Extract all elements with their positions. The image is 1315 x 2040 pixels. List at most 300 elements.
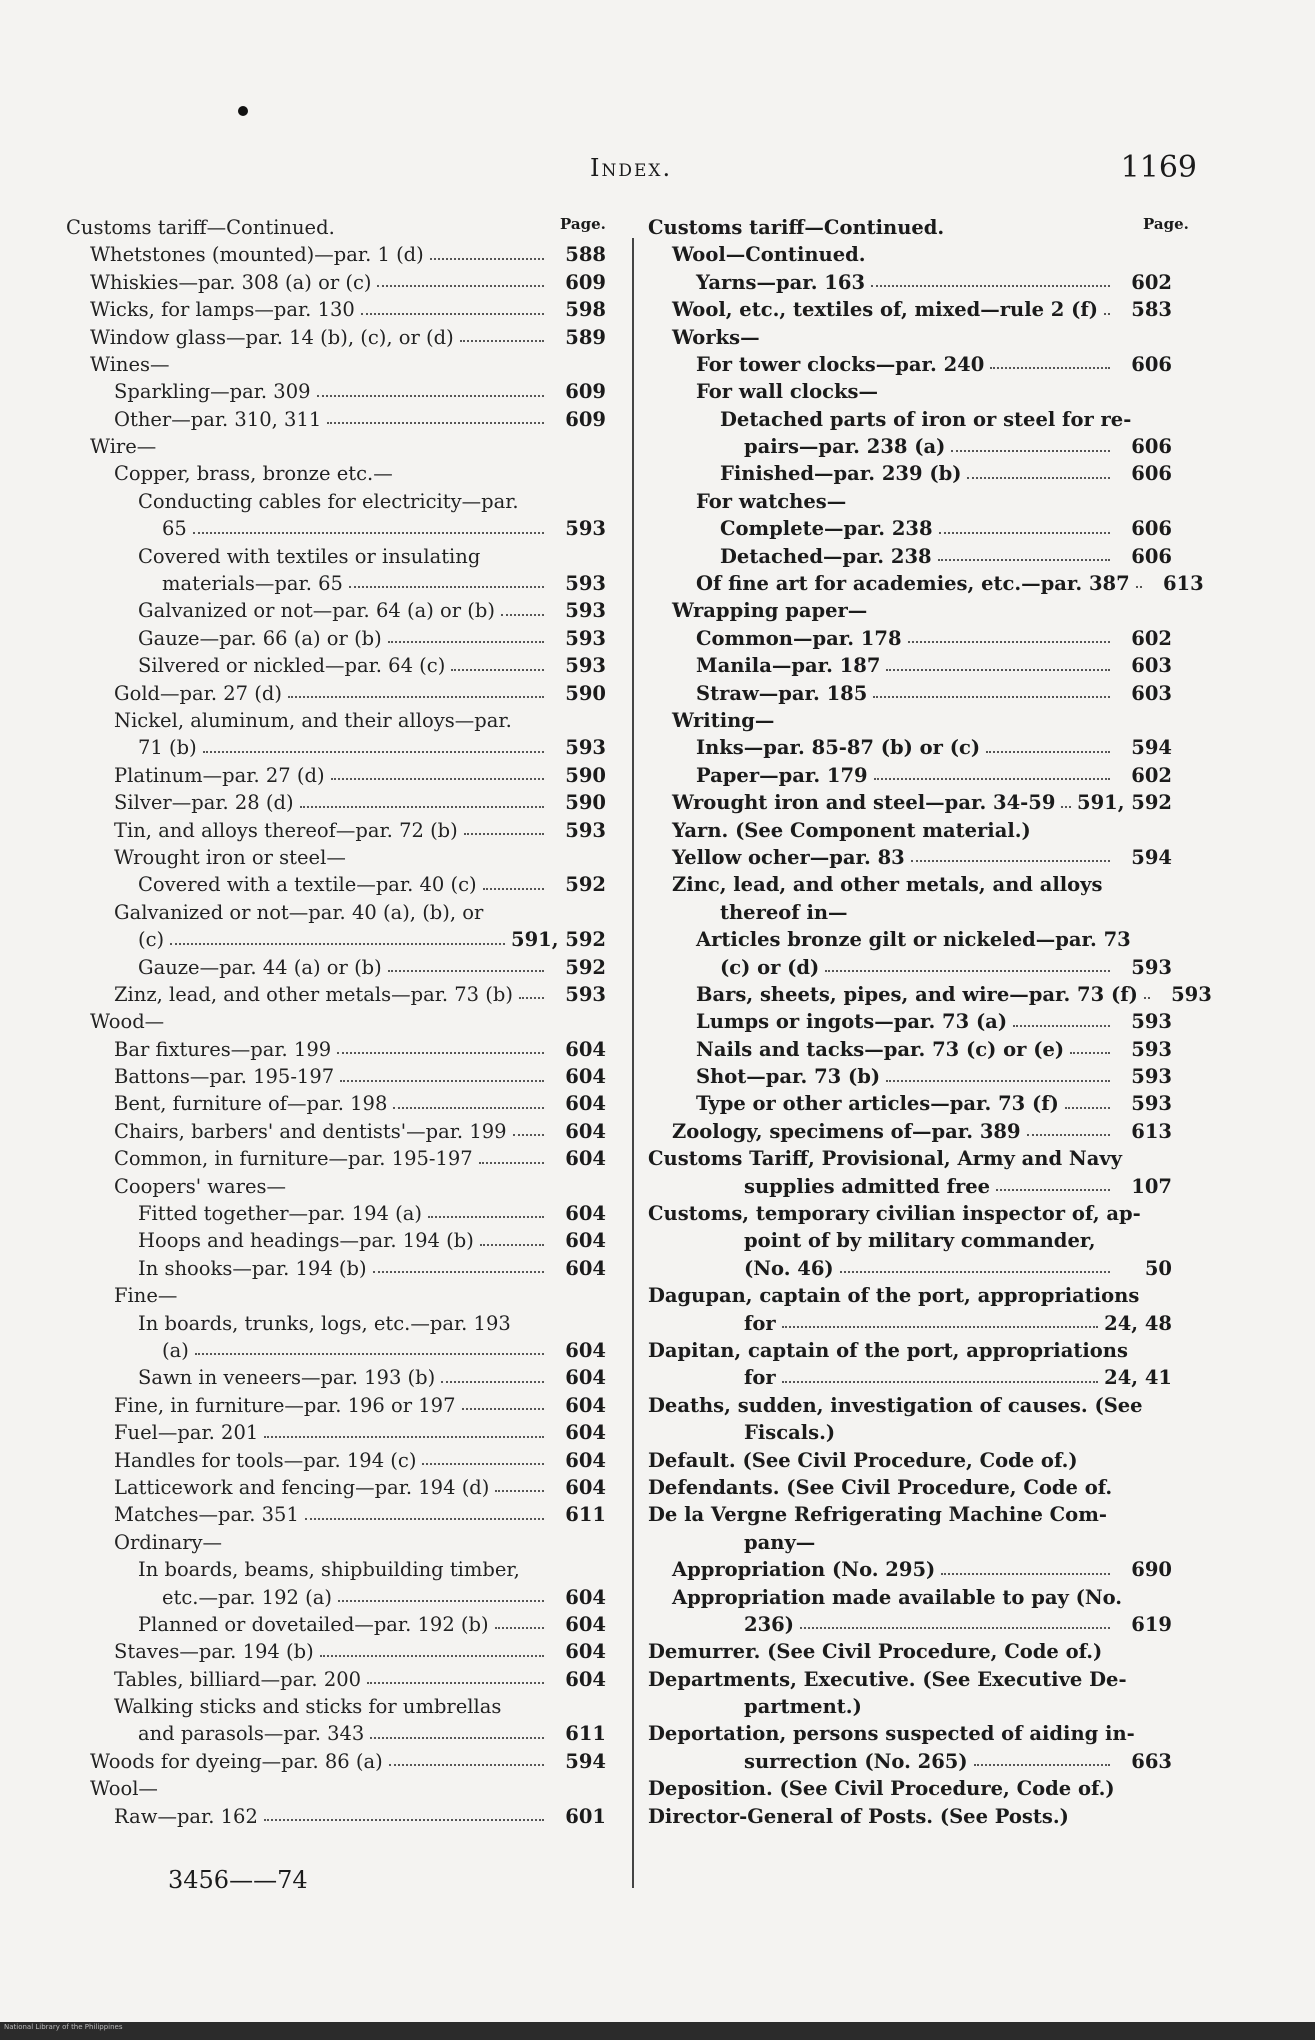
entry-text: thereof in— [720, 900, 848, 924]
index-entry [648, 1527, 1172, 1554]
entry-page: 604 [565, 1119, 606, 1143]
dot-leader [430, 258, 544, 260]
entry-page: 690 [1131, 1558, 1172, 1582]
entry-text: Ordinary— [114, 1530, 223, 1554]
running-head: Index. [590, 154, 673, 182]
entry-page: 593 [565, 626, 606, 650]
dot-leader [1104, 313, 1110, 315]
index-entry [66, 924, 606, 951]
entry-text: Articles bronze gilt or nickeled—par. 73 [696, 928, 1131, 952]
dot-leader [331, 778, 544, 780]
entry-text: (c) or (d) [720, 955, 820, 979]
scan-strip [0, 2022, 1315, 2040]
dot-leader [337, 1052, 544, 1054]
entry-text: Staves—par. 194 (b) [114, 1640, 314, 1664]
index-entry [648, 1801, 1172, 1828]
entry-text: Customs tariff—Continued. [648, 215, 945, 239]
entry-text: for [744, 1311, 776, 1335]
index-entry [648, 349, 1172, 376]
dot-leader [460, 340, 544, 342]
entry-page: 593 [565, 654, 606, 678]
entry-text: Wines— [90, 352, 170, 376]
index-entry [648, 1253, 1172, 1280]
index-entry [648, 815, 1172, 842]
entry-text: pairs—par. 238 (a) [744, 435, 946, 459]
entry-text: Zoology, specimens of—par. 389 [672, 1119, 1021, 1143]
index-entry [66, 979, 606, 1006]
entry-page: 593 [565, 599, 606, 623]
entry-page: 591, 592 [511, 928, 606, 952]
dot-leader [513, 1134, 544, 1136]
index-entry [648, 1445, 1172, 1472]
entry-text: Silver—par. 28 (d) [114, 791, 294, 815]
index-entry [66, 1472, 606, 1499]
dot-leader [782, 1326, 1098, 1328]
dot-leader [361, 313, 544, 315]
index-entry [66, 431, 606, 458]
index-entry [66, 322, 606, 349]
index-entry [648, 267, 1172, 294]
entry-text: Fitted together—par. 194 (a) [138, 1202, 422, 1226]
index-entry [66, 1335, 606, 1362]
dot-leader [938, 559, 1110, 561]
index-entry [66, 1636, 606, 1663]
entry-text: Dagupan, captain of the port, appropriations [648, 1284, 1140, 1308]
entry-page: 590 [565, 681, 606, 705]
dot-leader [495, 1490, 544, 1492]
index-entry [66, 1718, 606, 1745]
entry-text: Fiscals.) [744, 1421, 836, 1445]
signature-mark: 3456——74 [168, 1866, 308, 1894]
index-entry [648, 705, 1172, 732]
right-index-column [648, 212, 1212, 1828]
entry-text: surrection (No. 265) [744, 1749, 968, 1773]
entry-text: Deaths, sudden, investigation of causes. (See [648, 1393, 1143, 1417]
entry-page: 592 [565, 873, 606, 897]
entry-page: 604 [565, 1092, 606, 1116]
entry-text: Wrought iron or steel— [114, 845, 346, 869]
dot-leader [422, 1463, 544, 1465]
index-entry [66, 486, 606, 513]
entry-text: Silvered or nickled—par. 64 (c) [138, 654, 446, 678]
entry-text: Manila—par. 187 [696, 654, 881, 678]
entry-text: Customs Tariff, Provisional, Army and Navy [648, 1147, 1123, 1171]
index-entry [648, 869, 1172, 896]
entry-text: materials—par. 65 [162, 572, 343, 596]
dot-leader [367, 1682, 544, 1684]
index-entry [648, 1636, 1172, 1663]
dot-leader [370, 1737, 544, 1739]
entry-text: for [744, 1366, 776, 1390]
index-entry [648, 1773, 1172, 1800]
dot-leader [393, 1107, 544, 1109]
dot-leader [338, 1600, 544, 1602]
entry-page: 611 [565, 1722, 606, 1746]
entry-text: Hoops and headings—par. 194 (b) [138, 1229, 474, 1253]
index-entry [648, 1664, 1172, 1691]
entry-text: Copper, brass, bronze etc.— [114, 462, 393, 486]
entry-text: Gold—par. 27 (d) [114, 681, 282, 705]
dot-leader [986, 751, 1110, 753]
dot-leader [825, 970, 1110, 972]
entry-text: Inks—par. 85-87 (b) or (c) [696, 736, 981, 760]
entry-page: 604 [565, 1256, 606, 1280]
entry-page: 24, 48 [1104, 1311, 1172, 1335]
index-entry [66, 1362, 606, 1389]
index-entry [66, 623, 606, 650]
dot-leader [871, 285, 1110, 287]
entry-text: Bars, sheets, pipes, and wire—par. 73 (f) [696, 982, 1138, 1006]
dot-leader [996, 1189, 1110, 1191]
entry-text: Latticework and fencing—par. 194 (d) [114, 1475, 490, 1499]
index-entry [66, 1390, 606, 1417]
index-entry [648, 1362, 1172, 1389]
entry-text: Wicks, for lamps—par. 130 [90, 298, 355, 322]
entry-page: 591, 592 [1077, 791, 1172, 815]
entry-page: 588 [565, 243, 606, 267]
entry-page: 609 [565, 270, 606, 294]
entry-page: 604 [565, 1585, 606, 1609]
entry-text: Director-General of Posts. (See Posts.) [648, 1804, 1069, 1828]
entry-text: Customs tariff—Continued. [66, 215, 335, 239]
dot-leader [911, 860, 1110, 862]
index-entry [66, 787, 606, 814]
dot-leader [462, 1408, 545, 1410]
entry-text: In boards, trunks, logs, etc.—par. 193 [138, 1311, 511, 1335]
entry-page: 604 [565, 1338, 606, 1362]
entry-page: 583 [1131, 298, 1173, 322]
dot-leader [320, 1655, 544, 1657]
index-entry [66, 239, 606, 266]
entry-text: Common—par. 178 [696, 626, 902, 650]
entry-text: Works— [672, 325, 760, 349]
index-entry [66, 842, 606, 869]
entry-text: Type or other articles—par. 73 (f) [696, 1092, 1059, 1116]
entry-page: 594 [565, 1749, 606, 1773]
index-entry [648, 513, 1172, 540]
dot-leader [874, 778, 1110, 780]
dot-leader [886, 1080, 1110, 1082]
entry-text: Gauze—par. 44 (a) or (b) [138, 955, 382, 979]
entry-text: Handles for tools—par. 194 (c) [114, 1448, 417, 1472]
index-entry [66, 1280, 606, 1307]
entry-page: 604 [565, 1065, 606, 1089]
entry-text: For wall clocks— [696, 380, 879, 404]
entry-text: Whiskies—par. 308 (a) or (c) [90, 270, 372, 294]
dot-leader [479, 1162, 544, 1164]
index-entry [648, 541, 1172, 568]
dot-leader [349, 586, 544, 588]
dot-leader [317, 395, 544, 397]
entry-text: pany— [744, 1530, 816, 1554]
index-entry [648, 1225, 1172, 1252]
entry-text: Fine— [114, 1284, 178, 1308]
dot-leader [388, 641, 544, 643]
dot-leader [388, 970, 544, 972]
dot-leader [193, 532, 544, 534]
index-entry [66, 705, 606, 732]
column-rule [632, 238, 634, 1888]
entry-text: Tables, billiard—par. 200 [114, 1667, 362, 1691]
dot-leader [428, 1216, 544, 1218]
dot-leader [264, 1819, 544, 1821]
entry-text: Nickel, aluminum, and their alloys—par. [114, 709, 512, 732]
entry-page: 609 [565, 407, 606, 431]
entry-text: Paper—par. 179 [696, 763, 868, 787]
index-entry [648, 1691, 1172, 1718]
index-entry [66, 595, 606, 622]
entry-page: 663 [1131, 1749, 1172, 1773]
index-entry [648, 239, 1172, 266]
entry-text: Woods for dyeing—par. 86 (a) [90, 1749, 383, 1773]
scan-credit: National Library of the Philippines [4, 2023, 123, 2031]
dot-leader [1065, 1107, 1110, 1109]
index-entry [648, 404, 1172, 431]
dot-leader [203, 751, 544, 753]
dot-leader [264, 1436, 544, 1438]
ink-dot [238, 106, 248, 116]
dot-leader [1061, 806, 1071, 808]
dot-leader [840, 1271, 1110, 1273]
entry-text: Galvanized or not—par. 40 (a), (b), or [114, 900, 484, 924]
dot-leader [480, 1244, 544, 1246]
entry-text: (a) [162, 1338, 189, 1362]
entry-text: Appropriation made available to pay (No. [672, 1585, 1123, 1609]
entry-page: 603 [1131, 681, 1172, 705]
entry-text: Platinum—par. 27 (d) [114, 763, 325, 787]
entry-page: 594 [1131, 845, 1172, 869]
entry-page: 604 [565, 1147, 606, 1171]
index-entry [648, 1006, 1172, 1033]
dot-leader [939, 532, 1110, 534]
index-entry [648, 979, 1212, 1006]
index-entry [66, 1171, 606, 1198]
entry-text: Yarns—par. 163 [696, 270, 866, 294]
entry-text: For watches— [696, 489, 847, 513]
entry-page: 593 [1131, 1065, 1172, 1089]
entry-page: 590 [565, 763, 606, 787]
index-entry [66, 1225, 606, 1252]
dot-leader [340, 1080, 544, 1082]
entry-text: Coopers' wares— [114, 1174, 286, 1198]
entry-text: Dapitan, captain of the port, appropriations [648, 1338, 1128, 1362]
index-entry [66, 212, 606, 239]
entry-text: Conducting cables for electricity—par. [138, 489, 519, 513]
entry-text: Writing— [672, 709, 775, 732]
entry-page: 50 [1144, 1256, 1172, 1280]
dot-leader [519, 997, 544, 999]
entry-text: Appropriation (No. 295) [672, 1558, 936, 1582]
entry-text: Straw—par. 185 [696, 681, 868, 705]
entry-text: Deposition. (See Civil Procedure, Code of.) [648, 1777, 1115, 1801]
index-entry [648, 1089, 1172, 1116]
entry-page: 604 [565, 1366, 606, 1390]
entry-page: 606 [1131, 544, 1172, 568]
entry-page: 604 [565, 1393, 606, 1417]
entry-text: Wool—Continued. [672, 243, 866, 267]
entry-text: Covered with a textile—par. 40 (c) [138, 873, 477, 897]
entry-page: 601 [565, 1804, 606, 1828]
entry-text: Bar fixtures—par. 199 [114, 1037, 332, 1061]
index-entry [66, 349, 606, 376]
index-entry [66, 1801, 606, 1828]
entry-page: 593 [1131, 1010, 1172, 1034]
index-entry [648, 1499, 1172, 1526]
index-entry [66, 678, 606, 705]
entry-text: Zinc, lead, and other metals, and alloys [672, 873, 1103, 897]
entry-text: Bent, furniture of—par. 198 [114, 1092, 388, 1116]
index-entry [648, 1609, 1172, 1636]
dot-leader [288, 696, 544, 698]
entry-text: In shooks—par. 194 (b) [138, 1256, 367, 1280]
index-entry [648, 1718, 1172, 1745]
entry-page: 604 [565, 1475, 606, 1499]
dot-leader [886, 669, 1110, 671]
entry-page: 602 [1131, 626, 1172, 650]
entry-page: 606 [1131, 435, 1172, 459]
entry-text: Fine, in furniture—par. 196 or 197 [114, 1393, 456, 1417]
index-entry [648, 1554, 1172, 1581]
entry-page: 592 [565, 955, 606, 979]
dot-leader [483, 888, 544, 890]
entry-page: 606 [1131, 517, 1172, 541]
entry-text: 65 [162, 517, 187, 541]
index-entry [66, 513, 606, 540]
index-entry [648, 376, 1172, 403]
dot-leader [782, 1381, 1098, 1383]
entry-page: 593 [565, 517, 606, 541]
index-entry [648, 1472, 1172, 1499]
index-entry [66, 459, 606, 486]
entry-page: 606 [1131, 462, 1172, 486]
entry-text: Wire— [90, 435, 157, 459]
entry-text: Demurrer. (See Civil Procedure, Code of.) [648, 1640, 1103, 1664]
index-entry [66, 1527, 606, 1554]
index-entry [648, 1417, 1172, 1444]
entry-text: Tin, and alloys thereof—par. 72 (b) [114, 818, 458, 842]
entry-page: 593 [1171, 982, 1212, 1006]
entry-text: Shot—par. 73 (b) [696, 1065, 881, 1089]
index-entry [66, 952, 606, 979]
dot-leader [441, 1381, 544, 1383]
index-entry [66, 404, 606, 431]
index-entry [648, 678, 1172, 705]
index-entry [66, 815, 606, 842]
index-entry [66, 732, 606, 759]
page-number: 1169 [1120, 150, 1197, 185]
entry-page: 604 [565, 1421, 606, 1445]
dot-leader [195, 1353, 544, 1355]
entry-page: 602 [1131, 763, 1172, 787]
index-entry [648, 459, 1172, 486]
index-entry [66, 1061, 606, 1088]
dot-leader [464, 833, 544, 835]
index-entry [66, 650, 606, 677]
index-entry [648, 952, 1172, 979]
entry-text: Whetstones (mounted)—par. 1 (d) [90, 243, 424, 267]
index-entry [648, 732, 1172, 759]
dot-leader [967, 477, 1110, 479]
index-entry [648, 842, 1172, 869]
entry-text: Walking sticks and sticks for umbrellas [114, 1695, 502, 1719]
entry-text: Complete—par. 238 [720, 517, 933, 541]
entry-text: Window glass—par. 14 (b), (c), or (d) [90, 325, 454, 349]
index-entry [66, 1308, 606, 1335]
entry-text: and parasols—par. 343 [138, 1722, 365, 1746]
entry-text: Of fine art for academies, etc.—par. 387 [696, 572, 1130, 596]
index-entry [66, 1609, 606, 1636]
index-entry [66, 1089, 606, 1116]
dot-leader [1070, 1052, 1110, 1054]
entry-text: Deportation, persons suspected of aiding in- [648, 1722, 1135, 1746]
index-entry [66, 1006, 606, 1033]
entry-text: Departments, Executive. (See Executive De- [648, 1667, 1127, 1691]
entry-text: Matches—par. 351 [114, 1503, 299, 1527]
dot-leader [327, 422, 544, 424]
entry-page: 589 [565, 325, 606, 349]
dot-leader [305, 1518, 544, 1520]
entry-text: Sawn in veneers—par. 193 (b) [138, 1366, 436, 1390]
entry-text: Other—par. 310, 311 [114, 407, 322, 431]
dot-leader [800, 1627, 1110, 1629]
index-entry [66, 568, 606, 595]
entry-page: 593 [565, 818, 606, 842]
entry-text: Galvanized or not—par. 64 (a) or (b) [138, 599, 495, 623]
dot-leader [1136, 586, 1142, 588]
entry-text: Finished—par. 239 (b) [720, 462, 962, 486]
entry-text: Wrought iron and steel—par. 34-59 [672, 791, 1056, 815]
index-entry [66, 897, 606, 924]
index-entry [66, 1116, 606, 1143]
index-entry [648, 322, 1172, 349]
index-entry [648, 1143, 1172, 1170]
entry-text: Wool— [90, 1777, 158, 1801]
dot-leader [501, 614, 544, 616]
index-entry [648, 486, 1172, 513]
index-entry [66, 1773, 606, 1800]
left-page-label: Page. [560, 215, 606, 233]
index-entry [648, 1390, 1172, 1417]
entry-page: 606 [1131, 352, 1172, 376]
index-entry [648, 623, 1172, 650]
entry-page: 593 [565, 982, 606, 1006]
index-entry [648, 924, 1172, 951]
entry-text: 71 (b) [138, 736, 197, 760]
entry-text: Covered with textiles or insulating [138, 544, 481, 568]
entry-text: (No. 46) [744, 1256, 834, 1280]
entry-page: 604 [565, 1667, 606, 1691]
entry-text: Chairs, barbers' and dentists'—par. 199 [114, 1119, 507, 1143]
index-entry [66, 1445, 606, 1472]
entry-page: 604 [565, 1037, 606, 1061]
entry-page: 619 [1131, 1612, 1172, 1636]
entry-page: 604 [565, 1640, 606, 1664]
entry-text: Nails and tacks—par. 73 (c) or (e) [696, 1037, 1065, 1061]
entry-text: supplies admitted free [744, 1174, 991, 1198]
entry-text: Zinz, lead, and other metals—par. 73 (b) [114, 982, 513, 1006]
entry-text: 236) [744, 1612, 794, 1636]
dot-leader [1027, 1134, 1110, 1136]
index-entry [648, 568, 1204, 596]
index-entry [648, 431, 1172, 458]
index-entry [648, 294, 1172, 321]
index-entry [648, 1198, 1172, 1225]
entry-page: 593 [1131, 1037, 1172, 1061]
entry-page: 593 [1131, 955, 1172, 979]
index-entry [648, 1116, 1172, 1143]
index-entry [66, 267, 606, 294]
index-entry [66, 541, 606, 568]
